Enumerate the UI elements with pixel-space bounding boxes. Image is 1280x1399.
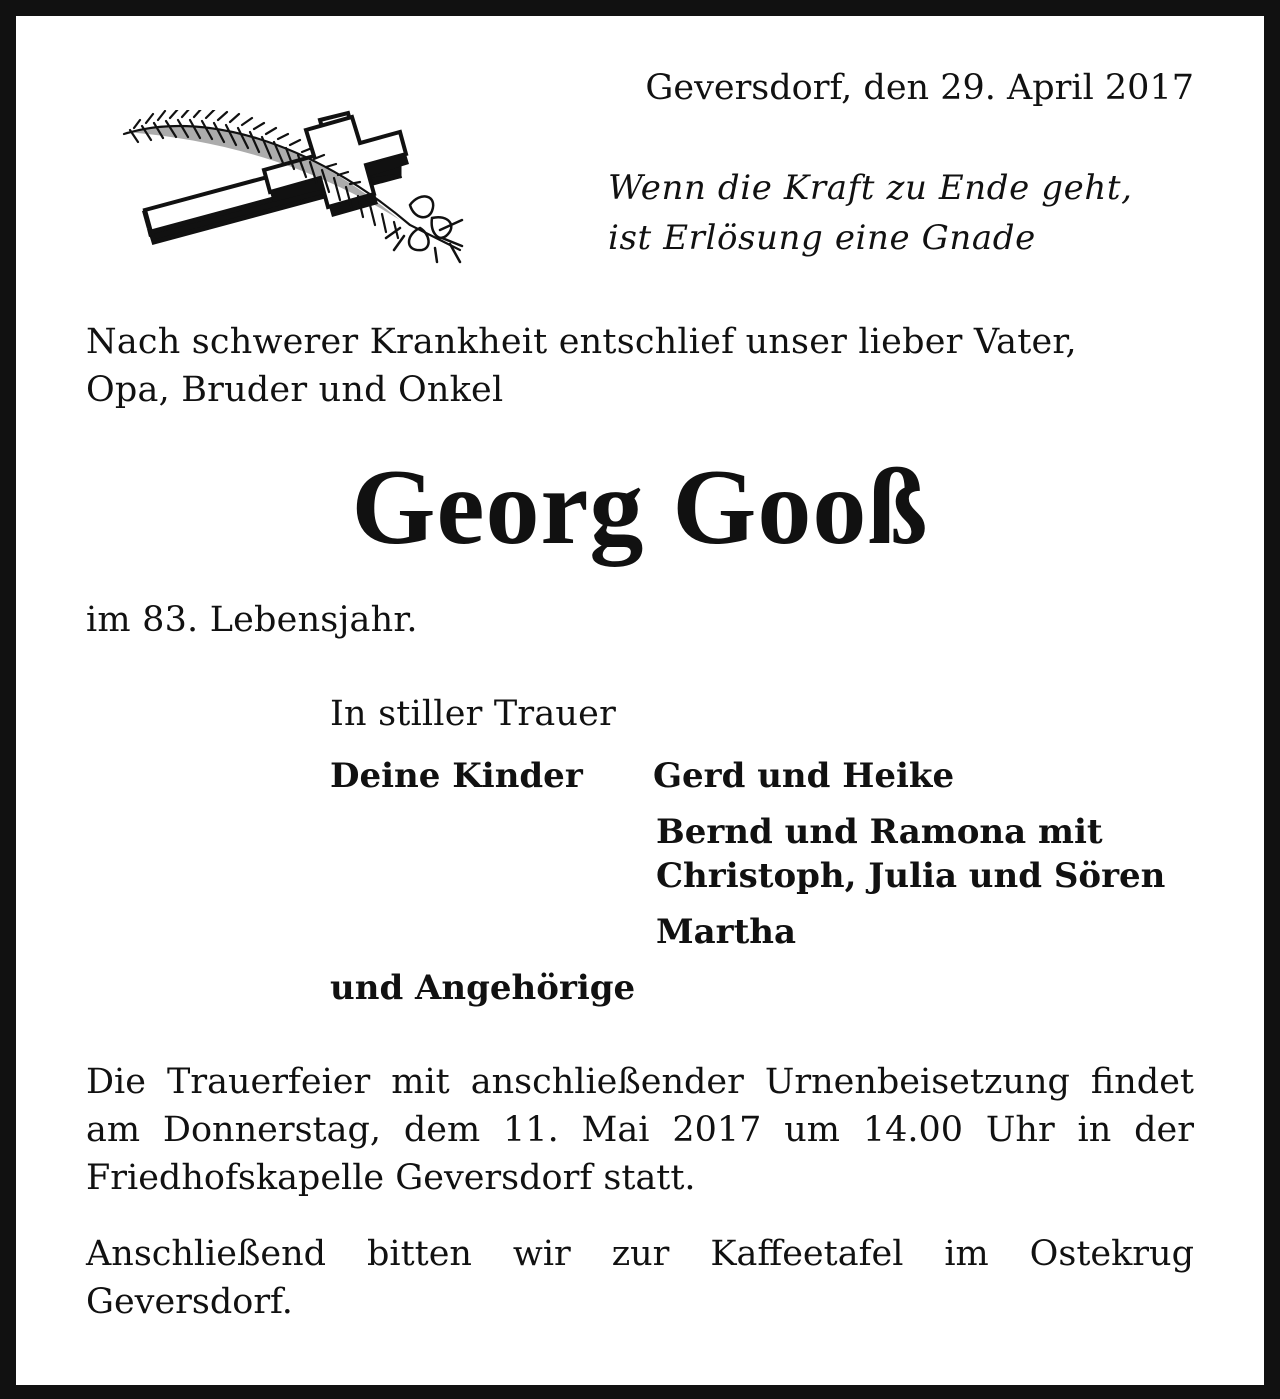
intro-line-2: Opa, Bruder und Onkel	[86, 370, 504, 410]
mourner-name: Bernd und Ramona mit	[656, 812, 1103, 852]
date-line: Geversdorf, den 29. April 2017	[645, 68, 1194, 108]
mourners-label: Deine Kinder	[330, 756, 583, 796]
closing-paragraph: Anschließend bitten wir zur Kaffeetafel im Ostekrug Geversdorf.	[86, 1234, 1194, 1322]
ceremony-paragraph: Die Trauerfeier mit anschließender Urnenbeisetzung findet am Donnerstag, dem 11. Mai 2017 um 14.00 Uhr in der Friedhofskapelle Geversdorf statt.	[86, 1062, 1194, 1198]
mourner-name: Martha	[656, 912, 797, 952]
deceased-name: Georg Gooß	[351, 448, 929, 567]
motto-line-1: Wenn die Kraft zu Ende geht,	[608, 168, 1133, 208]
cross-with-palm-frond-icon	[120, 110, 475, 270]
relatives-line: und Angehörige	[330, 968, 636, 1008]
mourning-intro: In stiller Trauer	[330, 694, 616, 734]
mourner-name: Gerd und Heike	[653, 756, 955, 796]
age-line: im 83. Lebensjahr.	[86, 600, 418, 640]
mourner-name: Christoph, Julia und Sören	[656, 856, 1166, 896]
intro-line-1: Nach schwerer Krankheit entschlief unser lieber Vater,	[86, 322, 1077, 362]
motto-line-2: ist Erlösung eine Gnade	[608, 218, 1036, 258]
